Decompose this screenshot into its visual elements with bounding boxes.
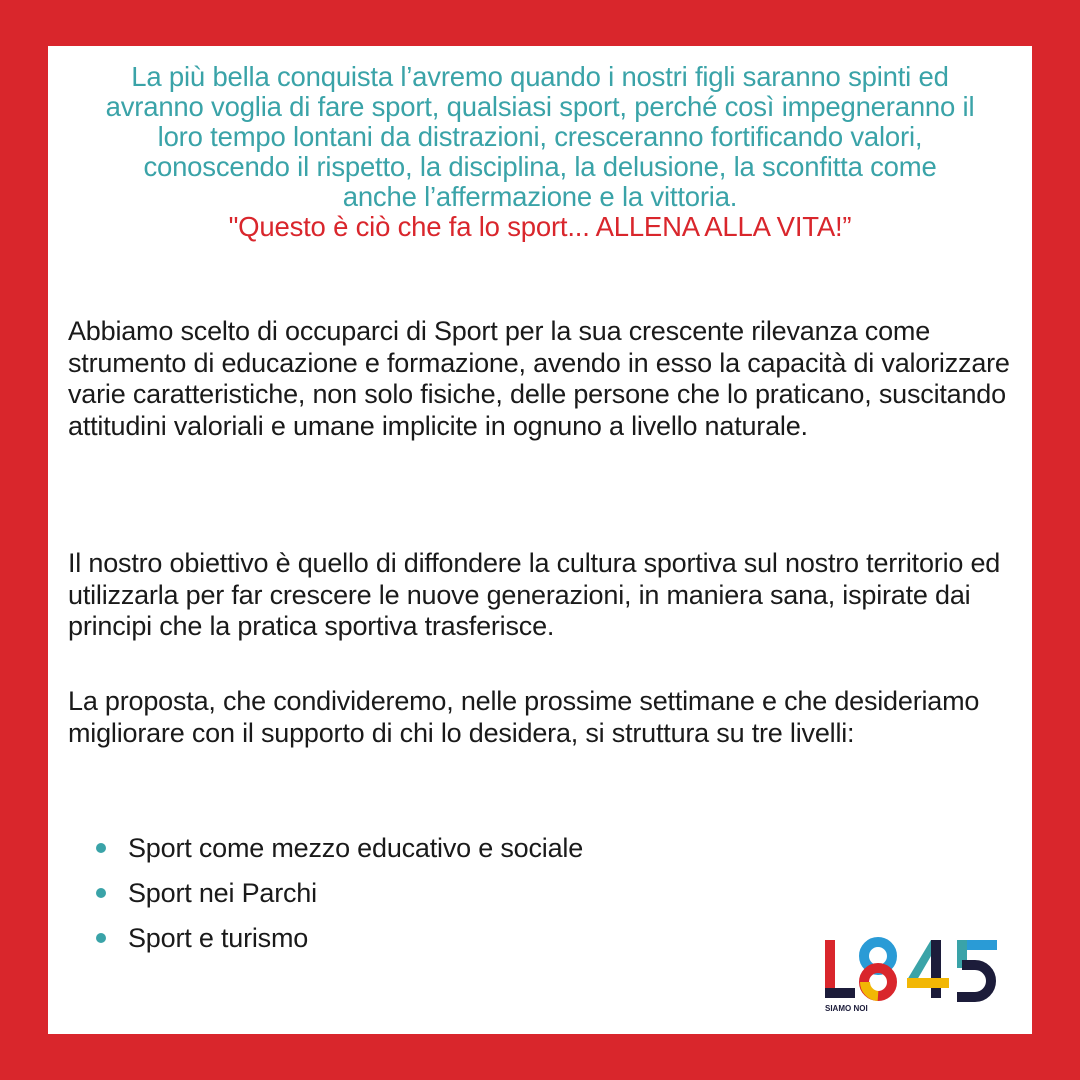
logo-digit-8 [864,942,892,996]
list-item-label: Sport nei Parchi [128,878,317,908]
paragraph-objective: Il nostro obiettivo è quello di diffondere la cultura sportiva sul nostro territorio ed utilizzarla per far crescere le nuove generazioni, in maniera sana, ispirate dai principi che la pratica sportiva trasferisce. [68,548,1001,641]
levels-list [96,832,583,967]
list-item [96,922,583,967]
logo-letter-l [825,940,855,998]
quote-line: anche l’affermazione e la vittoria. [342,181,738,212]
bullet-dot-icon [96,933,106,943]
intro-quote [48,62,1032,242]
list-item [96,877,583,922]
paragraph-sport-choice: Abbiamo scelto di occuparci di Sport per la sua crescente rilevanza come strumento di educazione e formazione, avendo in esso la capacità di valorizzare varie caratteristiche, non solo fisiche, delle persone che lo praticano, suscitando attitudini valoriali e umane implicite in ognuno a livello naturale. [68,316,1010,441]
quote-line: avranno voglia di fare sport, qualsiasi sport, perché così impegneranno il [105,91,975,122]
paragraph-proposal: La proposta, che condivideremo, nelle prossime settimane e che desideriamo migliorare con il supporto di chi lo desidera, si struttura su tre livelli: [68,686,980,748]
bullet-dot-icon [96,843,106,853]
logo-digit-4 [907,940,949,998]
content-card [48,46,1032,1034]
bullet-dot-icon [96,888,106,898]
brand-logo [823,936,1003,1016]
logo-digit-5 [957,940,997,997]
logo-subtitle: SIAMO NOI [825,1004,868,1013]
quote-line: La più bella conquista l’avremo quando i nostri figli saranno spinti ed [131,61,949,92]
quote-line: conoscendo il rispetto, la disciplina, la delusione, la sconfitta come [143,151,937,182]
list-item [96,832,583,877]
quote-line: loro tempo lontani da distrazioni, cresceranno fortificando valori, [157,121,923,152]
quote-tagline: "Questo è ciò che fa lo sport... ALLENA ALLA VITA!” [228,211,852,242]
list-item-label: Sport e turismo [128,923,309,953]
list-item-label: Sport come mezzo educativo e sociale [128,833,584,863]
